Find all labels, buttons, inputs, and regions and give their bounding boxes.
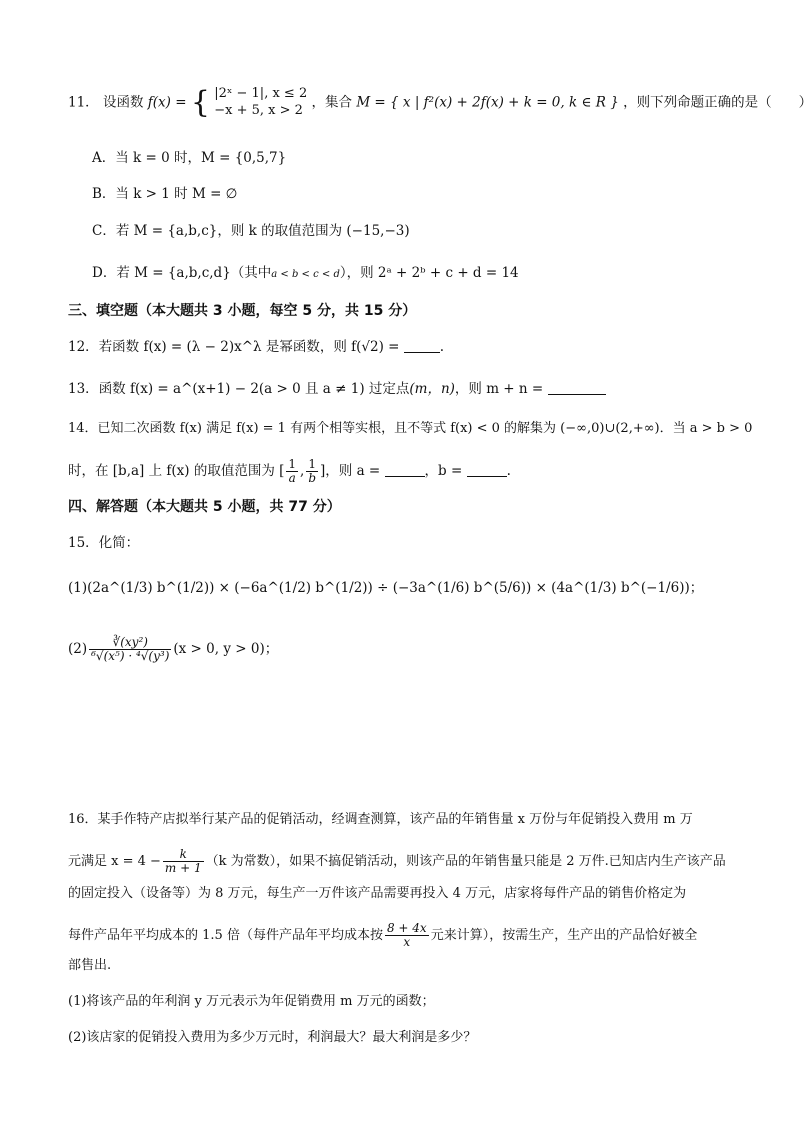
q15-p2-fraction (89, 636, 171, 663)
q14-answer-a-blank[interactable] (385, 464, 425, 477)
q13-text-1: 函数 f(x) = a^(x+1) − 2(a > 0 且 a ≠ 1) 过定点 (98, 381, 410, 397)
q12-end: . (439, 339, 445, 355)
q14-answer-b-blank[interactable] (467, 464, 507, 477)
q11-option-d (92, 265, 519, 281)
q11-case-1: |2ˣ − 1|, x ≤ 2 (214, 86, 308, 101)
q16-line-2b: （k 为常数），如果不搞促销活动，则该产品的年销售量只能是 2 万件.已知店内生产该产品 (205, 854, 726, 870)
question-13 (68, 381, 606, 397)
question-14-line-1: 14．已知二次函数 f(x) 满足 f(x) = 1 有两个相等实根，且不等式 f(x) < 0 的解集为 (−∞,0)∪(2,+∞)．当 a > b > 0 (68, 421, 753, 436)
q16-fraction-cost (385, 922, 429, 949)
q14-end: . (506, 463, 511, 480)
q11-option-b: B．当 k > 1 时 M = ∅ (92, 186, 238, 202)
question-11-stem (68, 86, 812, 120)
q11-piecewise: { |2ˣ − 1|, x ≤ 2 −x + 5, x > 2 (190, 84, 308, 120)
q11-set: M = { x | f²(x) + 2f(x) + k = 0, k ∈ R } (356, 94, 619, 111)
question-15-part-2 (68, 636, 278, 663)
q11-option-d-part2: ），则 2ᵃ + 2ᵇ + c + d = 14 (339, 265, 519, 281)
q16-frac-den: m + 1 (164, 861, 202, 876)
q15-p2-condition: (x > 0, y > 0)； (173, 641, 279, 658)
q11-mid: ，集合 (311, 94, 353, 111)
question-16-line-1: 16．某手作特产店拟举行某产品的促销活动，经调查测算，该产品的年销售量 x 万份与年促销投入费用 m 万 (68, 812, 693, 827)
q11-fdef: f(x) = (147, 94, 187, 111)
q13-answer-blank[interactable] (548, 382, 606, 395)
question-16-sub-1: (1)将该产品的年利润 y 万元表示为年促销费用 m 万元的函数； (68, 994, 435, 1009)
q16-line-2a: 元满足 x = 4 − (68, 854, 161, 870)
q16-fraction-k-over-m1 (163, 848, 204, 875)
q14-frac2-den: b (308, 471, 317, 486)
q11-number: 11． (68, 94, 99, 111)
q16-line-4b: 元来计算），按需生产，生产出的产品恰好被全 (430, 928, 698, 944)
q14-comma: , (300, 463, 305, 480)
q13-text-2: ，则 m + n = (454, 381, 544, 397)
q14-line-2a: 时，在 [b,a] 上 f(x) 的取值范围为 [ (68, 463, 285, 480)
question-15-part-1: (1)(2a^(1/3) b^(1/2)) × (−6a^(1/2) b^(1/2)) ÷ (−3a^(1/6) b^(5/6)) × (4a^(1/3) b^(−1/6))； (68, 580, 704, 596)
q11-option-d-part1: D．若 M = {a,b,c,d}（其中 (92, 265, 272, 281)
q11-option-c: C．若 M = {a,b,c}，则 k 的取值范围为 (−15,−3) (92, 223, 410, 239)
q14-fraction-1-over-a (286, 458, 298, 485)
q14-frac1-num: 1 (288, 457, 297, 471)
question-12 (68, 339, 444, 355)
question-16-line-5: 部售出. (68, 958, 112, 973)
q15-p2-label: (2) (68, 641, 88, 658)
q16-line-4a: 每件产品年平均成本的 1.5 倍（每件产品年平均成本按 (68, 928, 383, 944)
q14-fraction-1-over-b (306, 458, 318, 485)
q11-tail: ，则下列命题正确的是（ ） (623, 94, 812, 111)
q11-option-d-condition: a < b < c < d (271, 269, 340, 280)
q13-number: 13． (68, 381, 99, 397)
q16-frac2-den: x (403, 935, 411, 950)
question-16-line-4 (68, 922, 697, 949)
q14-line-2b: ]，则 a = (320, 463, 381, 480)
q12-text: 若函数 f(x) = (λ − 2)x^λ 是幂函数，则 f(√2) = (98, 339, 400, 355)
question-16-line-3: 的固定投入（设备等）为 8 万元，每生产一万件该产品需要再投入 4 万元，店家将每件产品的销售价格定为 (68, 886, 687, 901)
section-3-heading: 三、填空题（本大题共 3 小题，每空 5 分，共 15 分） (68, 303, 417, 319)
q15-p2-denominator: ⁶√(x⁵) · ⁴√(y³) (91, 649, 170, 664)
q11-case-2: −x + 5, x > 2 (214, 102, 303, 118)
q16-frac2-num: 8 + 4x (386, 921, 427, 935)
question-14-line-2 (68, 458, 511, 485)
q14-frac1-den: a (288, 471, 296, 486)
q13-point: (m，n) (409, 381, 455, 397)
question-15-title: 15．化简： (68, 535, 140, 551)
q11-option-a: A．当 k = 0 时，M = {0,5,7} (92, 150, 287, 166)
question-16-line-2 (68, 848, 726, 875)
q11-lead: 设函数 (102, 94, 144, 111)
q14-frac2-num: 1 (306, 458, 318, 472)
q12-answer-blank[interactable] (404, 340, 440, 353)
section-4-heading: 四、解答题（本大题共 5 小题，共 77 分） (68, 499, 341, 515)
q15-p2-numerator: ∛(xy²) (89, 636, 171, 650)
q14-sep: ，b = (424, 463, 463, 480)
q12-number: 12． (68, 339, 99, 355)
q16-frac-num: k (163, 848, 204, 862)
question-16-sub-2: (2)该店家的促销投入费用为多少万元时，利润最大？最大利润是多少？ (68, 1030, 477, 1045)
